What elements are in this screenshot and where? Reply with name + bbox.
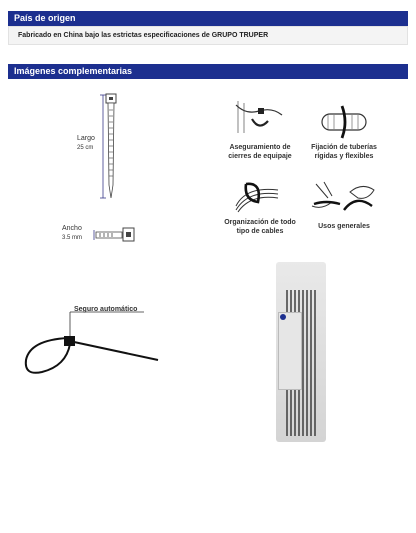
length-label: Largo xyxy=(77,135,95,142)
cable-tie-width-diagram xyxy=(90,222,150,247)
images-header: Imágenes complementarias xyxy=(8,64,408,79)
cable-organization-icon xyxy=(232,176,282,214)
use-label-luggage: Aseguramiento de cierres de equipaje xyxy=(228,144,292,160)
general-use-icon xyxy=(310,180,380,216)
origin-header: País de origen xyxy=(8,11,408,26)
product-package-image xyxy=(276,262,326,442)
use-label-general: Usos generales xyxy=(318,223,370,230)
length-value: 25 cm xyxy=(77,145,94,151)
use-label-cables: Organización de todo tipo de cables xyxy=(224,219,296,235)
brand-logo-icon xyxy=(280,314,286,320)
use-label-pipes: Fijación de tuberías rígidas y flexibles xyxy=(311,144,377,160)
package-label-card xyxy=(278,312,302,390)
origin-text: Fabricado en China bajo las estrictas especificaciones de GRUPO TRUPER xyxy=(8,26,408,45)
width-value: 3.5 mm xyxy=(62,235,83,241)
pipe-fixing-icon xyxy=(320,104,368,140)
lock-label: Seguro automático xyxy=(74,306,138,313)
width-label: Ancho xyxy=(62,225,82,232)
cable-tie-length-diagram xyxy=(90,90,150,210)
luggage-zipper-icon xyxy=(234,97,284,137)
